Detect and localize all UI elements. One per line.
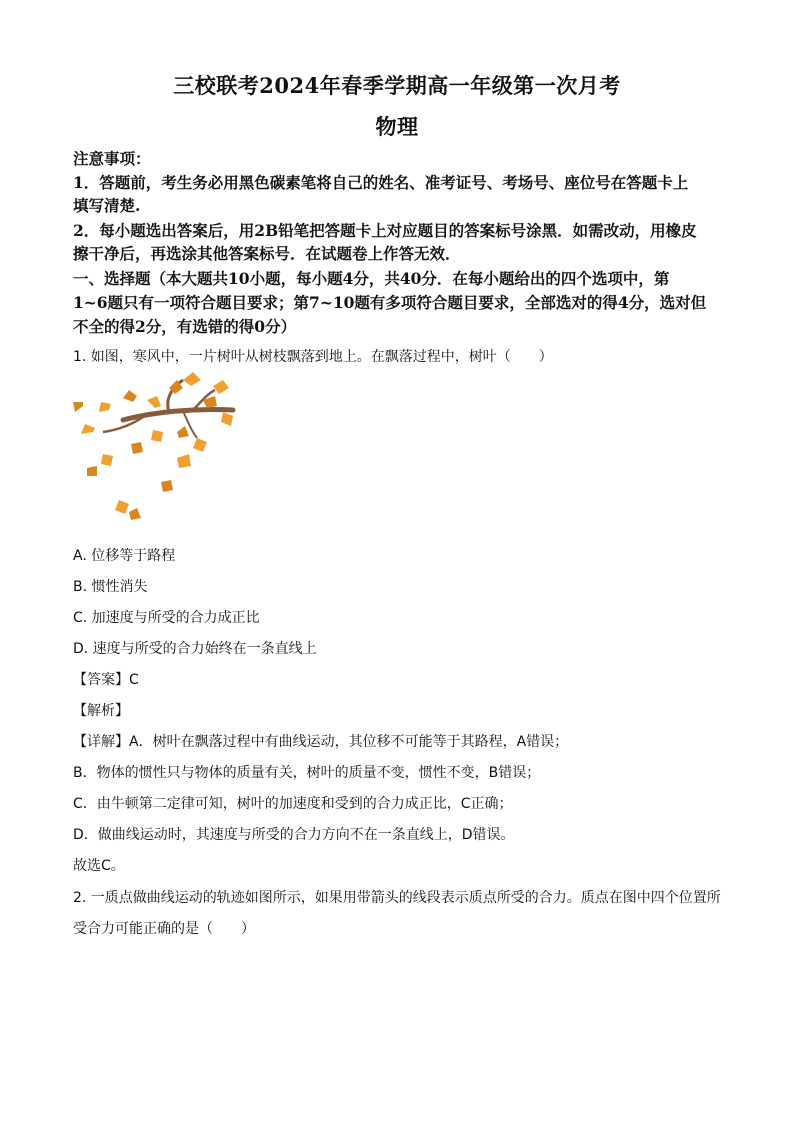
answer-label: 【答案】C: [73, 672, 139, 688]
falling-leaves-illustration: [73, 372, 243, 524]
exam-title: 三校联考2024年春季学期高一年级第一次月考: [173, 73, 621, 98]
detail-line: C．由牛顿第二定律可知，树叶的加速度和受到的合力成正比，C正确；: [73, 796, 513, 812]
section-heading-line: 不全的得2分，有选错的得0分）: [73, 317, 297, 336]
question-2-stem-line: 受合力可能正确的是（ ）: [73, 921, 255, 937]
notes-line: 擦干净后，再选涂其他答案标号．在试题卷上作答无效．: [73, 244, 461, 263]
option-d: D. 速度与所受的合力始终在一条直线上: [73, 641, 317, 657]
detail-line: 【详解】A．树叶在飘落过程中有曲线运动，其位移不可能等于其路程，A错误；: [73, 734, 569, 750]
section-heading-line: 一、选择题（本大题共10小题，每小题4分，共40分．在每小题给出的四个选项中，第: [73, 269, 670, 288]
section-heading-line: 1~6题只有一项符合题目要求；第7~10题有多项符合题目要求，全部选对的得4分，选对但: [73, 293, 707, 312]
notes-line: 2．每小题选出答案后，用2B铅笔把答题卡上对应题目的答案标号涂黑．如需改动，用橡皮: [73, 221, 697, 240]
subject-title: 物理: [375, 114, 419, 139]
option-b: B. 惯性消失: [73, 579, 148, 595]
branch-graphic: [103, 380, 233, 438]
option-a: A. 位移等于路程: [73, 548, 176, 564]
detail-line: D．做曲线运动时，其速度与所受的合力方向不在一条直线上，D错误。: [73, 827, 515, 843]
conclusion: 故选C。: [73, 858, 125, 874]
question-1-stem: 1. 如图，寒风中，一片树叶从树枝飘落到地上。在飘落过程中，树叶（ ）: [73, 349, 553, 365]
notes-heading: 注意事项：: [73, 149, 151, 168]
notes-line: 填写清楚.: [73, 196, 141, 215]
detail-line: B．物体的惯性只与物体的质量有关，树叶的质量不变，惯性不变，B错误；: [73, 765, 541, 781]
analysis-label: 【解析】: [73, 703, 129, 719]
question-2-stem-line: 2. 一质点做曲线运动的轨迹如图所示，如果用带箭头的线段表示质点所受的合力。质点在图中四个位置所: [73, 890, 721, 906]
option-c: C. 加速度与所受的合力成正比: [73, 610, 260, 626]
notes-line: 1．答题前，考生务必用黑色碳素笔将自己的姓名、准考证号、考场号、座位号在答题卡上: [73, 173, 689, 192]
